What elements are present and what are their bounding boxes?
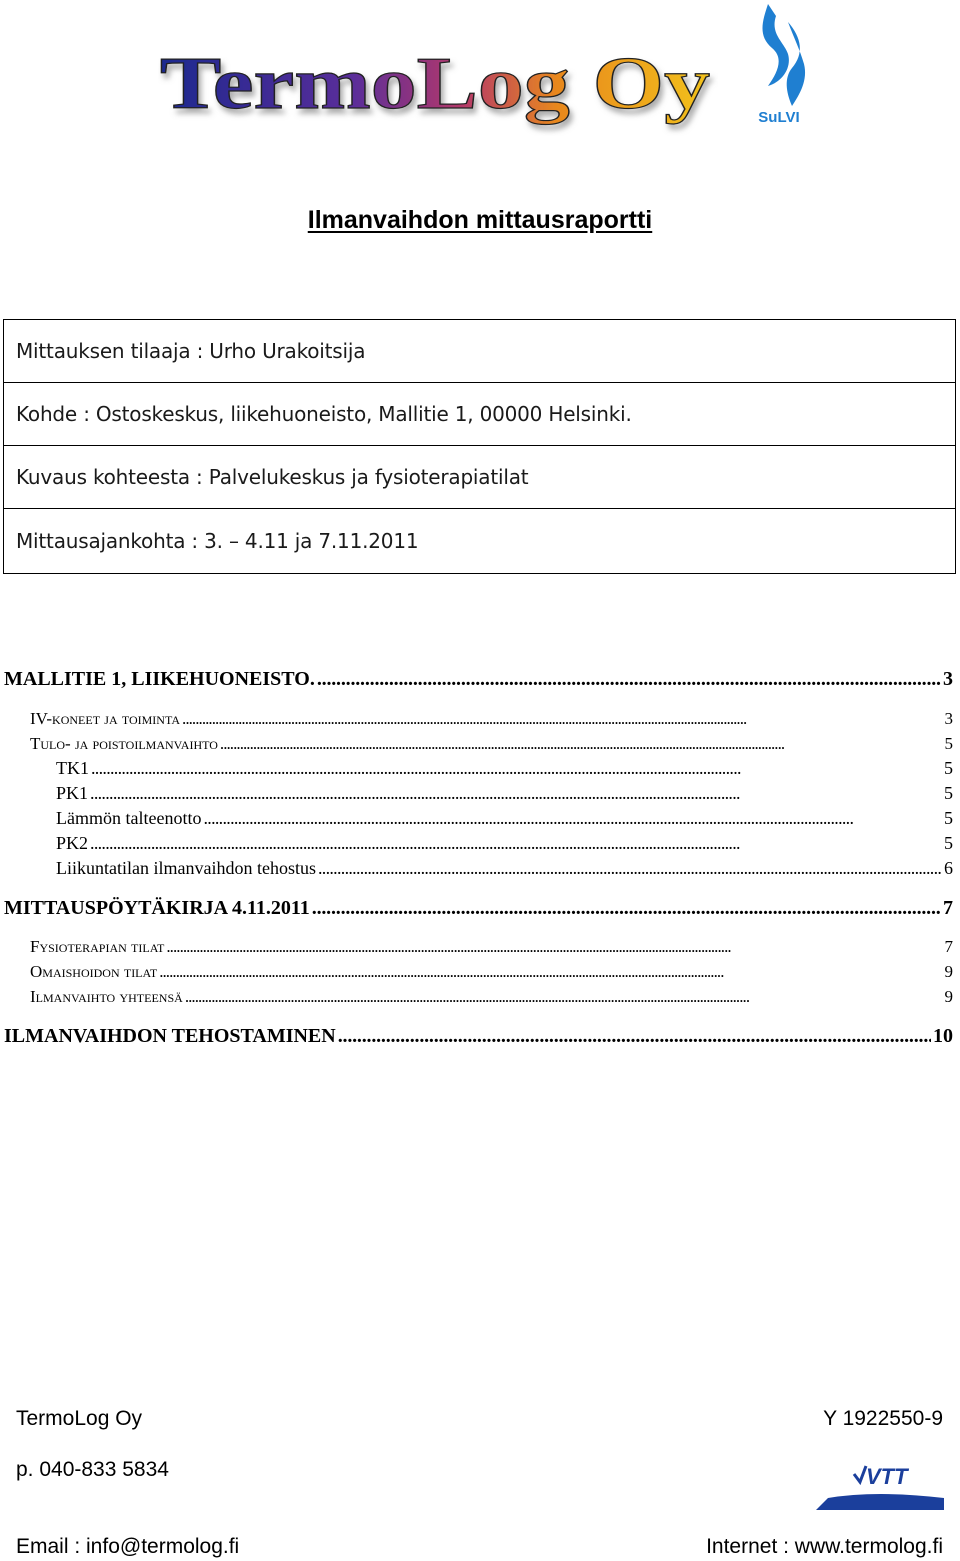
vtt-logo-band [816, 1494, 944, 1510]
toc-leader [182, 709, 942, 729]
toc-entry[interactable] [30, 734, 953, 754]
toc-entry[interactable] [56, 858, 953, 879]
toc-entry-label: PK2 [56, 833, 89, 853]
toc-entry-page: 6 [944, 858, 953, 878]
vtt-logo [816, 1458, 944, 1510]
toc-entry[interactable] [30, 962, 953, 982]
toc-entry[interactable] [56, 783, 953, 804]
toc-entry-label: PK1 [56, 783, 89, 803]
info-row-measurement-date: Mittausajankohta : 3. – 4.11 ja 7.11.2011 [16, 529, 419, 553]
toc-entry-label: Lämmön talteenotto [56, 808, 202, 828]
toc-entry-page: 5 [944, 808, 953, 828]
toc-entry-page: 5 [944, 758, 953, 778]
toc-leader [220, 734, 943, 754]
toc-leader [185, 987, 943, 1007]
vtt-logo-text: VTT [866, 1464, 908, 1489]
toc-entry-label: TK1 [56, 758, 89, 778]
toc-leader [317, 668, 941, 691]
footer-company-name: TermoLog Oy [16, 1407, 143, 1430]
termolog-logo-text: TermoLog Oy [160, 43, 710, 125]
toc-entry-label: Ilmanvaihto yhteensä [30, 987, 183, 1006]
toc-entry-page: 5 [944, 783, 953, 803]
footer-website[interactable]: Internet : www.termolog.fi [706, 1535, 943, 1558]
sulvi-logo-text: SuLVI [758, 109, 800, 126]
toc-entry-label: Tulo- ja poistoilmanvaihto [30, 734, 218, 753]
toc-leader [166, 937, 942, 957]
toc-leader [312, 897, 941, 920]
info-row-description: Kuvaus kohteesta : Palvelukeskus ja fysioterapiatilat [4, 446, 955, 509]
toc-entry-label: MITTAUSPÖYTÄKIRJA 4.11.2011 [4, 897, 310, 919]
toc-entry-label: Omaishoidon tilat [30, 962, 158, 981]
toc-entry[interactable] [30, 937, 953, 957]
toc-leader [159, 962, 942, 982]
toc-entry-page: 10 [933, 1025, 953, 1047]
toc-entry-page: 9 [944, 962, 953, 981]
toc-entry[interactable] [56, 808, 953, 829]
info-row-orderer: Mittauksen tilaaja : Urho Urakoitsija [4, 320, 955, 383]
info-row-target: Kohde : Ostoskeskus, liikehuoneisto, Mallitie 1, 00000 Helsinki. [4, 383, 955, 446]
toc-entry-page: 7 [943, 897, 953, 919]
toc-entry[interactable] [30, 709, 953, 729]
toc-leader [318, 858, 942, 879]
toc-entry-page: 3 [943, 668, 953, 690]
toc-entry-page: 9 [944, 987, 953, 1006]
toc-leader [338, 1025, 931, 1048]
toc-leader [90, 833, 942, 854]
toc-entry[interactable] [4, 1025, 953, 1048]
toc-entry[interactable] [56, 833, 953, 854]
footer-email[interactable]: Email : info@termolog.fi [16, 1535, 240, 1558]
toc-entry-page: 3 [944, 709, 953, 728]
toc-entry[interactable] [4, 897, 953, 920]
toc-leader [203, 808, 942, 829]
toc-entry-label: Fysioterapian tilat [30, 937, 165, 956]
toc-entry-label: MALLITIE 1, LIIKEHUONEISTO. [4, 668, 315, 690]
footer-phone: p. 040-833 5834 [16, 1458, 169, 1481]
toc-leader [90, 783, 942, 804]
toc-leader [91, 758, 942, 779]
toc-entry-label: Liikuntatilan ilmanvaihdon tehostus [56, 858, 316, 878]
toc-entry[interactable] [30, 987, 953, 1007]
report-title: Ilmanvaihdon mittausraportti [307, 206, 653, 234]
toc-entry[interactable] [4, 668, 953, 691]
vtt-logo-check-icon [854, 1466, 866, 1482]
toc-entry-page: 5 [944, 833, 953, 853]
toc-entry-page: 7 [944, 937, 953, 956]
toc-entry[interactable] [56, 758, 953, 779]
toc-entry-label: ILMANVAIHDON TEHOSTAMINEN [4, 1025, 336, 1047]
toc-entry-page: 5 [944, 734, 953, 753]
footer-business-id: Y 1922550-9 [823, 1407, 943, 1430]
toc-entry-label: IV-koneet ja toiminta [30, 709, 181, 728]
